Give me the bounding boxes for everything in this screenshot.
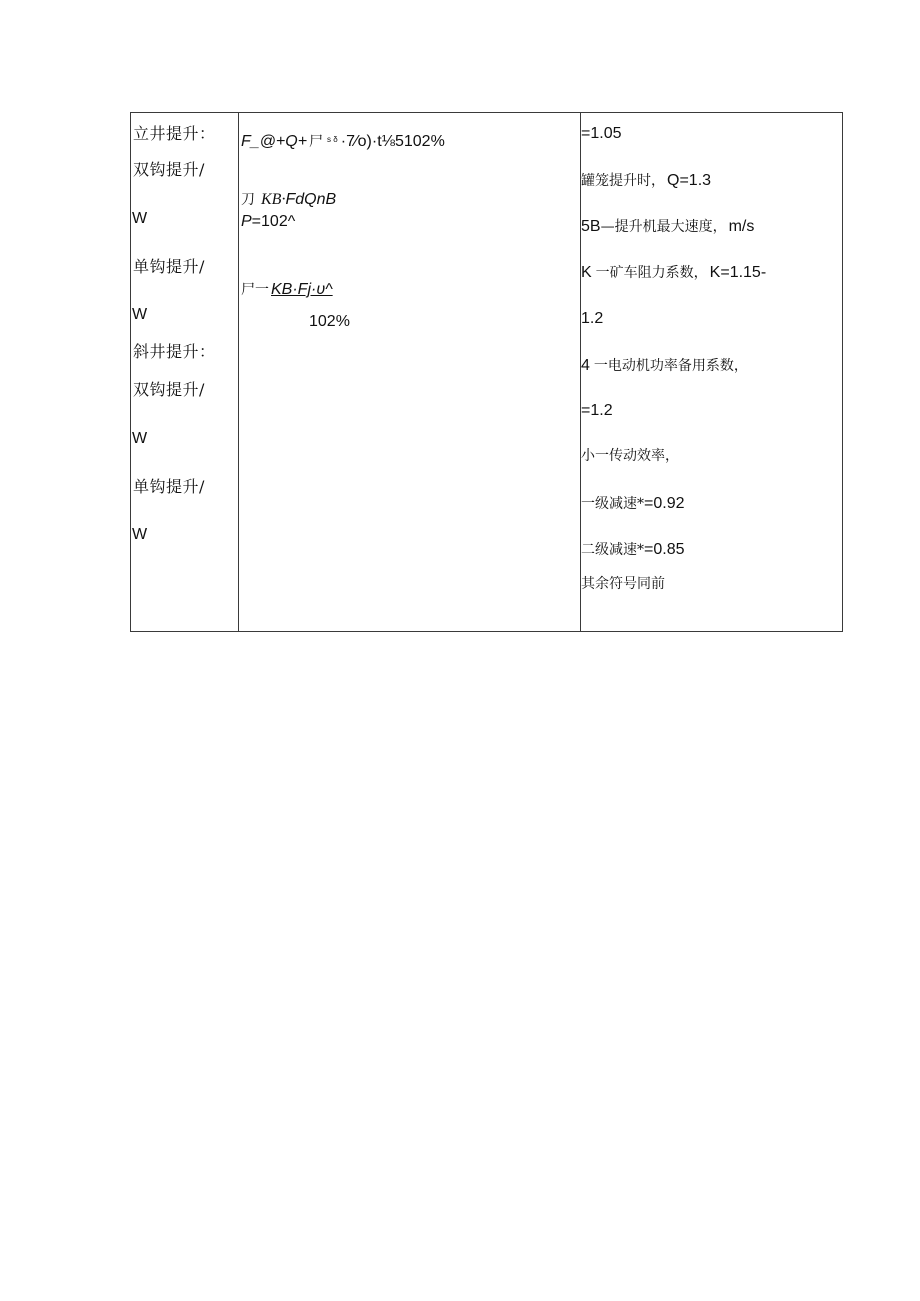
formula-2-part-a: 刀: [241, 192, 255, 208]
left-cell-line-7: 双钩提升/: [133, 380, 205, 399]
formula-1-part-b: 尸: [309, 134, 324, 150]
note-line-10-value: =0.85: [644, 541, 685, 558]
note-line-3: [581, 218, 754, 235]
note-line-6: [581, 357, 748, 374]
note-line-7: =1.2: [581, 402, 613, 419]
left-cell-line-9: 单钩提升/: [133, 477, 205, 496]
formula-line-2: [241, 191, 336, 208]
note-line-10-text: 二级减速*: [581, 542, 644, 558]
column-divider-1: [238, 112, 239, 632]
left-cell-line-10: W: [132, 526, 148, 543]
formula-3-part-a: P: [241, 213, 252, 230]
formula-4-part-a: 尸一: [241, 282, 269, 298]
note-line-11: 其余符号同前: [581, 576, 665, 592]
note-line-2-value: Q=1.3: [667, 172, 712, 189]
note-line-5: 1.2: [581, 310, 604, 327]
formula-line-3: [241, 213, 295, 230]
note-line-3-symbol: 5B: [581, 218, 601, 235]
note-line-4-symbol: K: [581, 264, 592, 281]
left-cell-line-1: 立井提升：: [133, 124, 216, 143]
note-line-10: [581, 541, 684, 558]
note-line-4: [581, 264, 766, 281]
left-cell-line-2: 双钩提升/: [133, 160, 205, 179]
formula-line-5: 102%: [309, 313, 350, 330]
note-line-3-text: —提升机最大速度，: [600, 219, 727, 235]
left-cell-line-6: 斜井提升：: [133, 342, 216, 361]
note-line-4-value: K=1.15-: [709, 264, 767, 281]
note-line-2-text: 罐笼提升时，: [581, 173, 665, 189]
note-line-1: =1.05: [581, 125, 622, 142]
note-line-6-text: 一电动机功率备用系数，: [593, 358, 748, 374]
note-line-2: [581, 172, 711, 189]
formula-line-1: [241, 133, 445, 150]
formula-4-part-b: KB·Fj·υ^: [271, 281, 333, 298]
left-cell-line-4: 单钩提升/: [133, 257, 205, 276]
formula-2-part-c: FdQnB: [285, 191, 337, 208]
note-line-9-text: 一级减速*: [581, 496, 644, 512]
left-cell-line-8: W: [132, 430, 148, 447]
note-line-9: [581, 495, 684, 512]
note-line-9-value: =0.92: [644, 495, 685, 512]
formula-2-part-b: KB·: [261, 191, 286, 208]
left-cell-line-3: W: [132, 210, 148, 227]
note-line-4-text: 一矿车阻力系数，: [595, 265, 708, 281]
note-line-3-unit: m/s: [728, 218, 755, 235]
note-line-6-symbol: 4: [581, 357, 590, 374]
formula-1-part-a: F_@+Q+: [241, 133, 308, 150]
note-line-8: 小一传动效率，: [581, 448, 679, 464]
left-cell-line-5: W: [132, 306, 148, 323]
formula-1-part-c: s δ: [327, 135, 338, 144]
formula-1-part-d: ·7⁄o)·t⅛5102%: [340, 133, 445, 150]
formula-line-4: [241, 281, 333, 298]
formula-3-part-b: =102^: [251, 213, 296, 230]
